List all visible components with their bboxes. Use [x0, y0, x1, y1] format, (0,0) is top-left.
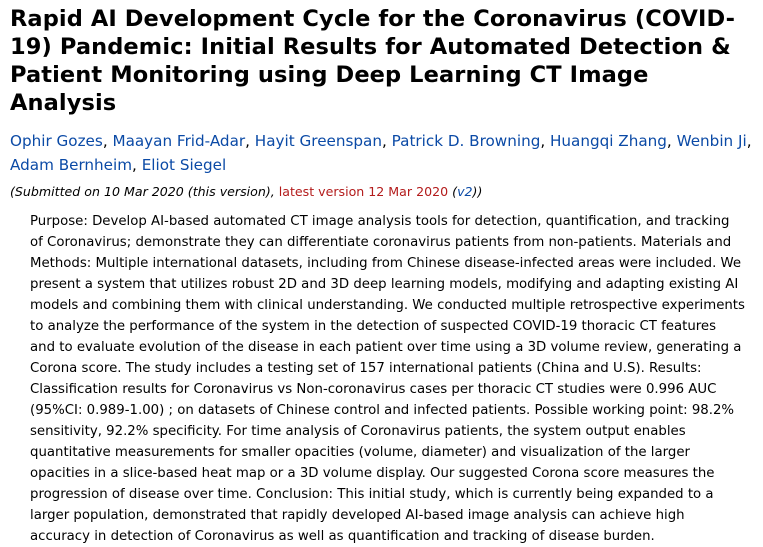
author-separator: , [132, 156, 142, 174]
author-separator: , [746, 132, 752, 150]
version-v2-link[interactable]: v2 [457, 184, 473, 199]
author-link[interactable]: Maayan Frid-Adar [112, 132, 246, 150]
author-link[interactable]: Eliot Siegel [141, 156, 227, 174]
version-open-paren: ( [452, 184, 458, 199]
submission-history [10, 183, 755, 201]
author-link[interactable]: Wenbin Ji [676, 132, 747, 150]
author-separator: , [102, 132, 113, 150]
author-list [10, 129, 755, 177]
author-link[interactable]: Huangqi Zhang [550, 132, 667, 150]
author-separator: , [666, 132, 677, 150]
paper-title: Rapid AI Development Cycle for the Coronavirus (COVID-19) Pandemic: Initial Results for Automated Detection & Patient Monitoring using Deep Learning CT Image Analysis [10, 6, 736, 116]
submission-date-text: (Submitted on 10 Mar 2020 (this version), [10, 184, 279, 199]
submission-suffix: )) [472, 184, 483, 199]
latest-version-link[interactable]: latest version 12 Mar 2020 [278, 184, 449, 199]
author-separator: , [382, 132, 392, 150]
author-link[interactable]: Adam Bernheim [10, 156, 133, 174]
author-separator: , [245, 132, 255, 150]
author-link[interactable]: Ophir Gozes [10, 132, 103, 150]
abstract-text: Purpose: Develop AI-based automated CT image analysis tools for detection, quantification, and tracking of Coronavirus; demonstrate they can differentiate coronavirus patients from non-patients. Materials and Methods: Multiple international datasets, including from Chinese disease-infected areas were included. We present a system that utilizes robust 2D and 3D deep learning models, modifying and adapting existing AI models and combining them with clinical understanding. We conducted multiple retrospective experiments to analyze the performance of the system in the detection of suspected COVID-19 thoracic CT features and to evaluate evolution of the disease in each patient over time using a 3D volume review, generating a Corona score. The study includes a testing set of 157 international patients (China and U.S). Results: Classification results for Coronavirus vs Non-coronavirus cases per thoracic CT studies were 0.996 AUC (95%CI: 0.989-1.00) ; on datasets of Chinese control and infected patients. Possible working point: 98.2% sensitivity, 92.2% specificity. For time analysis of Coronavirus patients, the system output enables quantitative measurements for smaller opacities (volume, diameter) and visualization of the larger opacities in a slice-based heat map or a 3D volume display. Our suggested Corona score measures the progression of disease over time. Conclusion: This initial study, which is currently being expanded to a larger population, demonstrated that rapidly developed AI-based image analysis can achieve high accuracy in detection of Coronavirus as well as quantification and tracking of disease burden. [30, 214, 745, 544]
author-link[interactable]: Hayit Greenspan [254, 132, 382, 150]
author-separator: , [540, 132, 550, 150]
author-link[interactable]: Patrick D. Browning [391, 132, 541, 150]
